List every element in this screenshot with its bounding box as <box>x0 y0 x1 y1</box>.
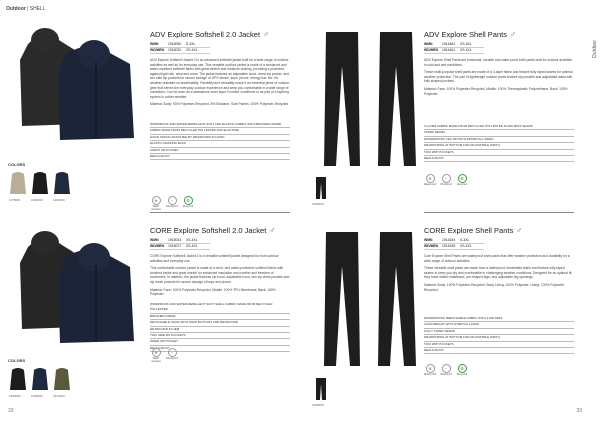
feature-list: 3-LAYER FABRIC MADE FROM RECYCLED POLYESTER 10,000 MM/2 SEAMS TAPED SEAMS WATERPROOF LEG ZIP WITH ZIPPER ALL SIDES DRAWSTRING AT BOTTOM FOR ADJUSTABLE WIDTH TWO ZIPP POCKETS REGULAR FIT <box>424 124 574 162</box>
page-number: 33 <box>576 408 582 414</box>
right-page <box>300 0 600 424</box>
water-repellent-icon: ≋ Water repellent <box>151 350 161 363</box>
feature-icons <box>150 348 178 363</box>
spec-table: WMN 1914462 XS-3XL WD/MEN 1914461 XS-4XL <box>424 42 484 54</box>
recycled-icon: ♻ Recycled <box>456 366 468 376</box>
waterproof-icon: ≋ Waterproof <box>423 176 437 186</box>
swatch-label: 1999000 <box>9 394 21 398</box>
windproof-icon: ~ Windproof <box>166 198 178 208</box>
feature-list: WINDPROOF AND WATER-REPELLENT SOFT SHELL FABRIC MADE FROM RECYCLED POLYESTER BRUSHED INSIDE DETACHABLE HOOD WITH SNAP BUTTONS AND DRAWCORD DRAWCORD IN HEM TWO SIDE ZIP POCKETS INNER ZIP POCKET REGULAR FIT <box>150 302 290 352</box>
color-swatch-1 <box>8 170 28 196</box>
product-image-core-shell-pants <box>312 226 432 376</box>
feature-list: WATERPROOF BREATHABLE FABRIC WITH 3,000 MM/2 LIGHTWEIGHT WITH STRETCH LINING FULLY TAPED SEAMS DRAWSTRING AT BOTTOM FOR ADJUSTABLE WIDTH TWO ZIPP POCKETS REGULAR FIT <box>424 316 574 354</box>
color-swatch-3 <box>52 170 72 196</box>
windproof-icon: ~ Windproof <box>440 366 452 376</box>
feature-icons <box>150 196 194 211</box>
product-title: CORE Explore Shell Pants ♂ <box>424 226 523 235</box>
section-divider <box>150 212 290 213</box>
jacket-navy-front <box>58 243 134 343</box>
page-header: Outdoor | SHELL <box>6 6 46 12</box>
product-image-adv-softshell-jacket <box>8 22 148 142</box>
colors-label: COLORS <box>8 358 26 363</box>
product-description: CORE Explore Softshell Jacket 2 is a versatile softshell jacket designed for both outdoor activities and everyday use. This comfortable outdoor jacket is made of a wind- and water-protective softshell fabric with brushed inside and great stretch for enhanced insulation and comfort and freedom of movement. In addition, the jacket features zip hood, adjustable hood, two zip chest pockets and zip mesh pockets for secure storage of keys and phone. Material: Face: 100% Polyester-Recycled, Middle: 100% TPU Membrane, Back: 100% Polyester <box>150 254 290 297</box>
product-title: ADV Explore Softshell 2.0 Jacket ♂ <box>150 30 270 39</box>
waterproof-icon: ≋ Waterproof <box>423 366 437 376</box>
color-swatch-2 <box>30 170 50 196</box>
color-swatch-2 <box>30 366 50 392</box>
windproof-icon: ~ Windproof <box>440 176 452 186</box>
product-image-adv-shell-pants <box>312 26 432 176</box>
feature-icons <box>424 364 468 376</box>
color-swatch-1 <box>314 376 328 402</box>
swatch-label: 1999000 <box>312 403 324 407</box>
page-number: 32 <box>8 408 14 414</box>
product-description: ADV Explore Shell Pants are functional, durable and water-proof shell pants built for outdoor activities in cold and wet conditions. These multi-purpose shell pants are made of a 3-layer fabric and feature fully taped seams for optimal weather protection. The pair of lightweight outdoor pants feature zip pockets and adjustable waist with fully shaped pockets. Material: Face: 100% Polyester-Recycled, Middle: 100% Thermoplastic Polyurethane, Back: 100% Polyester <box>424 58 573 96</box>
product-description: Core Explore Shell Pants are waterproof shell pants that offer weather protection and durability for a wide range of outdoor activities. These versatile shell pants are made from a waterproof, breathable fabric and feature fully taped seams to keep you dry and comfortable in challenging weather conditions. Designed for an optimal fit, they have elastic waistband, pre-shaped legs, and adjustable leg openings. Material: Body: 100% Polyester-Recycled, Body Lining: 100% Polyester, Lining: 100% Polyester-Recycled <box>424 254 573 292</box>
feature-list: WINDPROOF AND WATER-REPELLENT SOFT AND ELASTIC FABRIC WITH BRUSHED INSIDE FABRIC MADE FROM RECYCLED POLYESTER AND ELASTANE HOOD TAKING ADJUSTED BY DRAWCORD IN HOOD ELASTIC DRAPING BACK CHEST ZIP POCKET REGULAR FIT <box>150 122 290 160</box>
swatch-label: 1975001 <box>9 198 21 202</box>
swatch-label: 1966000 <box>53 198 65 202</box>
swatch-label: 1999000 <box>312 202 324 206</box>
spec-table: WMN 1915050 S-3XL WD/MEN 1915020 XS-4XL <box>150 42 210 54</box>
recycled-icon: ♻ Recycled <box>182 198 194 208</box>
windproof-icon: ~ Windproof <box>166 350 178 360</box>
colors-label: COLORS <box>8 162 26 167</box>
swatch-label: 1999000 <box>31 198 43 202</box>
product-image-core-softshell-jacket <box>8 225 148 345</box>
product-description: ADV Explore Softshell Jacket 2 is an advanced softshell jacket built for a wide range of outdoor activities as well as for everyday use. This versatile outdoor jacket is made of a windproof and water-repellent softshell fabric with great stretch and moisture wicking, providing a protected against light rain, wind and snow. The jacket features an adjustable hood, chest zip pocket, and two side zip pockets for secure storage of GPS device, keys, phone, energy bar, etc. It's weather-resistant so breathability. Flexibility and versatility make it an essential piece of outdoor gear that serves the everyday outdoor experience and keep you comfortable in a wide range of conditions. Can be worn as a standalone outer layer in milder conditions or as part of a layering system in colder weather. Material: Body: 93% Polyester-Recycled, 8% Elastane. Side Panels: 100% Polyester-Recycled <box>150 58 290 107</box>
side-tab: Outdoor <box>592 40 598 59</box>
section-divider <box>424 212 574 213</box>
recycled-icon: ♻ Recycled <box>456 176 468 186</box>
jacket-navy-front <box>58 40 134 140</box>
product-title: CORE Explore Softshell 2.0 Jacket ♂ <box>150 226 276 235</box>
color-swatch-1 <box>8 366 28 392</box>
swatch-label: 1644000 <box>53 394 65 398</box>
product-title: ADV Explore Shell Pants ♂ <box>424 30 516 39</box>
water-repellent-icon: ≋ Water repellent <box>151 198 161 211</box>
color-swatch-3 <box>52 366 72 392</box>
spec-table: WMN 1914344 S-3XL WD/MEN 1914345 XS-4XL <box>424 238 484 250</box>
spec-table: WMN 1915043 XS-4XL WD/MEN 1915017 XS-4XL <box>150 238 210 250</box>
feature-icons <box>424 174 468 186</box>
color-swatch-1 <box>314 175 328 201</box>
swatch-label: 1966000 <box>31 394 43 398</box>
